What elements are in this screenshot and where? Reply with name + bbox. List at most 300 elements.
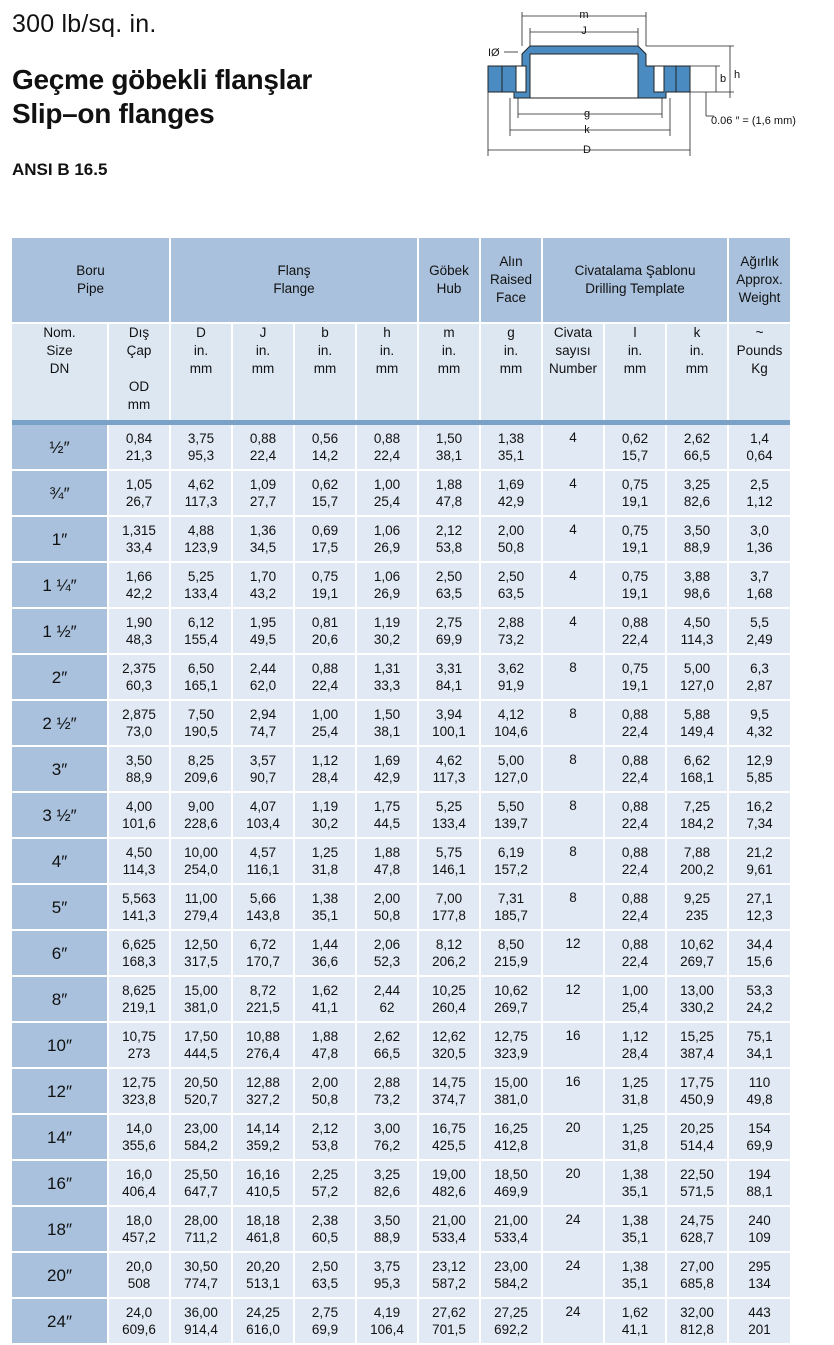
cell-m	[418, 1114, 480, 1160]
value-pounds: 5,5	[750, 615, 769, 630]
value-pounds: 16,2	[746, 799, 773, 814]
cell-h	[356, 700, 418, 746]
value-inch: 1,38	[621, 1213, 649, 1228]
value-inch: 4,50	[683, 615, 711, 630]
cell-j	[232, 425, 294, 470]
cell-bolt-count: 8	[542, 654, 604, 700]
value-inch: 4,07	[249, 799, 277, 814]
cell-od	[108, 1160, 170, 1206]
value-inch: 7,88	[683, 845, 711, 860]
value-kg: 15,6	[746, 954, 773, 969]
value-inch: 8,625	[122, 983, 156, 998]
cell-od	[108, 884, 170, 930]
cell-od	[108, 838, 170, 884]
cell-b	[294, 516, 356, 562]
value-inch: 5,88	[683, 707, 711, 722]
value-inch: 17,50	[184, 1029, 218, 1044]
value-mm: 482,6	[432, 1184, 466, 1199]
value-inch: 7,31	[497, 891, 525, 906]
value-inch: 24,0	[125, 1305, 153, 1320]
value-inch: 1,19	[311, 799, 339, 814]
cell-nominal-size: 2″	[12, 654, 108, 700]
table-row	[12, 746, 790, 792]
cell-d	[170, 654, 232, 700]
value-mm: 25,4	[621, 1000, 649, 1015]
value-inch: 1,00	[373, 477, 401, 492]
value-mm: 165,1	[184, 678, 218, 693]
table-row	[12, 1022, 790, 1068]
cell-od	[108, 746, 170, 792]
value-inch: 4,50	[125, 845, 153, 860]
table-row	[12, 608, 790, 654]
value-inch: 1,25	[621, 1075, 649, 1090]
cell-g	[480, 976, 542, 1022]
cell-h	[356, 470, 418, 516]
value-inch: 4,62	[187, 477, 215, 492]
cell-k	[666, 1068, 728, 1114]
value-mm: 33,3	[373, 678, 401, 693]
value-inch: 0,62	[621, 431, 649, 446]
value-pounds: 21,2	[746, 845, 773, 860]
value-mm: 73,2	[497, 632, 525, 647]
value-inch: 1,06	[373, 569, 401, 584]
table-row	[12, 654, 790, 700]
value-inch: 1,315	[122, 523, 156, 538]
value-mm: 381,0	[184, 1000, 218, 1015]
value-inch: 1,09	[249, 477, 277, 492]
cell-weight	[728, 1022, 790, 1068]
cell-j	[232, 562, 294, 608]
value-mm: 774,7	[184, 1276, 218, 1291]
value-inch: 3,50	[125, 753, 153, 768]
value-mm: 62,0	[249, 678, 277, 693]
cell-bolt-count: 20	[542, 1114, 604, 1160]
cell-weight	[728, 425, 790, 470]
value-mm: 133,4	[184, 586, 218, 601]
value-mm: 381,0	[494, 1092, 528, 1107]
subheader-h: h in. mm	[356, 323, 418, 420]
header-flange: Flanş Flange	[170, 238, 418, 323]
value-kg: 7,34	[746, 816, 773, 831]
value-inch: 2,50	[311, 1259, 339, 1274]
value-mm: 63,5	[497, 586, 525, 601]
value-inch: 3,31	[435, 661, 463, 676]
value-mm: 22,4	[621, 908, 649, 923]
cell-h	[356, 884, 418, 930]
value-mm: 27,7	[249, 494, 277, 509]
value-mm: 701,5	[432, 1322, 466, 1337]
value-mm: 387,4	[680, 1046, 714, 1061]
cell-g	[480, 1252, 542, 1298]
value-mm: 327,2	[246, 1092, 280, 1107]
value-inch: 6,62	[683, 753, 711, 768]
cell-weight	[728, 746, 790, 792]
cell-h	[356, 608, 418, 654]
cell-h	[356, 1252, 418, 1298]
title-english: Slip–on flanges	[12, 98, 215, 129]
value-mm: 146,1	[432, 862, 466, 877]
cell-b	[294, 884, 356, 930]
cell-m	[418, 1160, 480, 1206]
cell-b	[294, 654, 356, 700]
subheader-g: g in. mm	[480, 323, 542, 420]
cell-b	[294, 1298, 356, 1344]
cell-j	[232, 746, 294, 792]
value-mm: 88,9	[683, 540, 711, 555]
cell-g	[480, 1160, 542, 1206]
cell-od	[108, 792, 170, 838]
value-inch: 16,25	[494, 1121, 528, 1136]
value-inch: 15,25	[680, 1029, 714, 1044]
cell-j	[232, 838, 294, 884]
value-mm: 82,6	[683, 494, 711, 509]
value-pounds: 295	[748, 1259, 771, 1274]
value-inch: 2,50	[435, 569, 463, 584]
value-mm: 31,8	[311, 862, 339, 877]
value-inch: 0,75	[621, 661, 649, 676]
cell-m	[418, 1068, 480, 1114]
subheader-od: Dış Çap OD mm	[108, 323, 170, 420]
value-mm: 50,8	[497, 540, 525, 555]
cell-bolt-count: 16	[542, 1068, 604, 1114]
dim-label-m: m	[579, 9, 589, 21]
value-inch: 18,18	[246, 1213, 280, 1228]
cell-m	[418, 425, 480, 470]
value-mm: 514,4	[680, 1138, 714, 1153]
value-inch: 14,14	[246, 1121, 280, 1136]
value-pounds: 3,0	[750, 523, 769, 538]
subheader-weight: ~ Pounds Kg	[728, 323, 790, 420]
value-mm: 155,4	[184, 632, 218, 647]
value-pounds: 2,5	[750, 477, 769, 492]
cell-d	[170, 562, 232, 608]
value-inch: 2,38	[311, 1213, 339, 1228]
value-kg: 109	[748, 1230, 771, 1245]
cell-weight	[728, 654, 790, 700]
value-inch: 3,75	[187, 431, 215, 446]
value-mm: 82,6	[373, 1184, 401, 1199]
value-inch: 7,50	[187, 707, 215, 722]
value-kg: 4,32	[746, 724, 773, 739]
value-inch: 30,50	[184, 1259, 218, 1274]
standard-label: ANSI B 16.5	[12, 160, 108, 179]
value-pounds: 12,9	[746, 753, 773, 768]
value-mm: 50,8	[373, 908, 401, 923]
cell-od	[108, 608, 170, 654]
cell-weight	[728, 608, 790, 654]
cell-od	[108, 562, 170, 608]
cell-l	[604, 930, 666, 976]
value-mm: 139,7	[494, 816, 528, 831]
value-inch: 10,00	[184, 845, 218, 860]
value-mm: 38,1	[373, 724, 401, 739]
value-inch: 10,62	[680, 937, 714, 952]
cell-j	[232, 884, 294, 930]
cell-bolt-count: 24	[542, 1252, 604, 1298]
cell-d	[170, 608, 232, 654]
cell-weight	[728, 1298, 790, 1344]
value-mm: 19,1	[621, 540, 649, 555]
value-mm: 276,4	[246, 1046, 280, 1061]
group-header-row	[12, 238, 790, 323]
value-inch: 6,72	[249, 937, 277, 952]
value-inch: 10,75	[122, 1029, 156, 1044]
value-mm: 47,8	[373, 862, 401, 877]
value-mm: 35,1	[311, 908, 339, 923]
cell-bolt-count: 8	[542, 792, 604, 838]
cell-b	[294, 930, 356, 976]
value-pounds: 194	[748, 1167, 771, 1182]
value-inch: 14,75	[432, 1075, 466, 1090]
cell-k	[666, 1206, 728, 1252]
cell-l	[604, 838, 666, 884]
cell-od	[108, 516, 170, 562]
cell-l	[604, 792, 666, 838]
cell-od	[108, 976, 170, 1022]
value-mm: 53,8	[435, 540, 463, 555]
cell-m	[418, 1252, 480, 1298]
value-mm: 43,2	[249, 586, 277, 601]
value-mm: 35,1	[621, 1230, 649, 1245]
cell-h	[356, 654, 418, 700]
value-mm: 190,5	[184, 724, 218, 739]
cell-g	[480, 746, 542, 792]
value-inch: 5,75	[435, 845, 463, 860]
value-mm: 330,2	[680, 1000, 714, 1015]
cell-nominal-size: 14″	[12, 1114, 108, 1160]
cell-bolt-count: 4	[542, 470, 604, 516]
value-mm: 15,7	[311, 494, 339, 509]
value-inch: 2,12	[311, 1121, 339, 1136]
value-inch: 3,25	[373, 1167, 401, 1182]
cell-b	[294, 1022, 356, 1068]
value-mm: 22,4	[621, 816, 649, 831]
value-mm: 69,9	[311, 1322, 339, 1337]
value-inch: 6,50	[187, 661, 215, 676]
value-inch: 12,75	[122, 1075, 156, 1090]
cell-j	[232, 608, 294, 654]
value-inch: 8,50	[497, 937, 525, 952]
cell-nominal-size: 1″	[12, 516, 108, 562]
value-mm: 184,2	[680, 816, 714, 831]
value-mm: 38,1	[435, 448, 463, 463]
value-inch: 21,00	[432, 1213, 466, 1228]
value-mm: 127,0	[680, 678, 714, 693]
value-inch: 2,375	[122, 661, 156, 676]
cell-k	[666, 792, 728, 838]
cell-bolt-count: 24	[542, 1206, 604, 1252]
cell-b	[294, 425, 356, 470]
cell-weight	[728, 792, 790, 838]
value-kg: 1,36	[746, 540, 773, 555]
value-mm: 116,1	[246, 862, 280, 877]
value-inch: 21,00	[494, 1213, 528, 1228]
cell-m	[418, 930, 480, 976]
header-raised-face: Alın Raised Face	[480, 238, 542, 323]
value-mm: 35,1	[621, 1184, 649, 1199]
subheader-nom: Nom. Size DN	[12, 323, 108, 420]
value-mm: 22,4	[621, 862, 649, 877]
cell-bolt-count: 4	[542, 562, 604, 608]
cell-k	[666, 516, 728, 562]
value-mm: 206,2	[432, 954, 466, 969]
value-kg: 34,1	[746, 1046, 773, 1061]
cell-m	[418, 1206, 480, 1252]
cell-weight	[728, 1206, 790, 1252]
cell-g	[480, 792, 542, 838]
cell-d	[170, 470, 232, 516]
cell-l	[604, 1252, 666, 1298]
value-kg: 69,9	[746, 1138, 773, 1153]
table-row	[12, 425, 790, 470]
value-inch: 20,50	[184, 1075, 218, 1090]
cell-j	[232, 516, 294, 562]
cell-j	[232, 1298, 294, 1344]
value-mm: 101,6	[122, 816, 156, 831]
header-hub: Göbek Hub	[418, 238, 480, 323]
cell-g	[480, 1298, 542, 1344]
cell-g	[480, 1022, 542, 1068]
cell-h	[356, 976, 418, 1022]
value-inch: 0,56	[311, 431, 339, 446]
cell-l	[604, 1206, 666, 1252]
flange-table	[12, 238, 790, 1345]
value-mm: 19,1	[621, 494, 649, 509]
value-inch: 16,0	[125, 1167, 153, 1182]
cell-l	[604, 654, 666, 700]
value-inch: 23,00	[184, 1121, 218, 1136]
value-mm: 100,1	[432, 724, 466, 739]
value-mm: 42,2	[125, 586, 153, 601]
cell-bolt-count: 4	[542, 425, 604, 470]
cell-j	[232, 1114, 294, 1160]
value-inch: 1,19	[373, 615, 401, 630]
cell-g	[480, 1068, 542, 1114]
cell-j	[232, 654, 294, 700]
value-mm: 269,7	[494, 1000, 528, 1015]
cell-nominal-size: 18″	[12, 1206, 108, 1252]
value-mm: 114,3	[122, 862, 156, 877]
header-drilling-template: Civatalama Şablonu Drilling Template	[542, 238, 728, 323]
cell-h	[356, 838, 418, 884]
cell-od	[108, 1298, 170, 1344]
value-kg: 2,87	[746, 678, 773, 693]
value-mm: 62	[379, 1000, 395, 1015]
value-mm: 30,2	[311, 816, 339, 831]
value-mm: 254,0	[184, 862, 218, 877]
value-mm: 685,8	[680, 1276, 714, 1291]
value-inch: 6,625	[122, 937, 156, 952]
cell-l	[604, 746, 666, 792]
value-pounds: 1,4	[750, 431, 769, 446]
value-mm: 914,4	[184, 1322, 218, 1337]
value-inch: 27,00	[680, 1259, 714, 1274]
value-inch: 0,75	[311, 569, 339, 584]
cell-bolt-count: 12	[542, 930, 604, 976]
value-mm: 84,1	[435, 678, 463, 693]
value-mm: 141,3	[122, 908, 156, 923]
cell-nominal-size: 16″	[12, 1160, 108, 1206]
value-inch: 19,00	[432, 1167, 466, 1182]
value-inch: 5,50	[497, 799, 525, 814]
dim-note: 0.06 ″ = (1,6 mm)	[711, 115, 796, 127]
cell-m	[418, 470, 480, 516]
cell-b	[294, 792, 356, 838]
cell-g	[480, 470, 542, 516]
value-inch: 1,36	[249, 523, 277, 538]
value-inch: 2,12	[435, 523, 463, 538]
cell-weight	[728, 976, 790, 1022]
value-kg: 0,64	[746, 448, 773, 463]
value-mm: 711,2	[184, 1230, 218, 1245]
value-inch: 2,75	[311, 1305, 339, 1320]
cell-nominal-size: 4″	[12, 838, 108, 884]
cell-bolt-count: 8	[542, 746, 604, 792]
value-mm: 235	[685, 908, 709, 923]
cell-bolt-count: 8	[542, 700, 604, 746]
value-inch: 1,31	[373, 661, 401, 676]
cell-od	[108, 470, 170, 516]
value-inch: 1,70	[249, 569, 277, 584]
value-inch: 15,00	[184, 983, 218, 998]
cell-k	[666, 470, 728, 516]
cell-k	[666, 425, 728, 470]
cell-g	[480, 700, 542, 746]
value-mm: 73,2	[373, 1092, 401, 1107]
value-inch: 5,563	[122, 891, 156, 906]
value-mm: 19,1	[621, 678, 649, 693]
cell-h	[356, 1298, 418, 1344]
cell-m	[418, 700, 480, 746]
value-inch: 12,62	[432, 1029, 466, 1044]
value-pounds: 34,4	[746, 937, 773, 952]
value-mm: 42,9	[373, 770, 401, 785]
subheader-d: D in. mm	[170, 323, 232, 420]
value-mm: 513,1	[246, 1276, 280, 1291]
value-mm: 127,0	[494, 770, 528, 785]
cell-m	[418, 562, 480, 608]
cell-od	[108, 1206, 170, 1252]
value-mm: 47,8	[435, 494, 463, 509]
value-inch: 1,00	[621, 983, 649, 998]
cell-d	[170, 746, 232, 792]
value-inch: 1,69	[373, 753, 401, 768]
value-pounds: 110	[748, 1075, 771, 1090]
cell-h	[356, 1022, 418, 1068]
subheader-k: k in. mm	[666, 323, 728, 420]
cell-l	[604, 425, 666, 470]
cell-bolt-count: 4	[542, 516, 604, 562]
cell-weight	[728, 516, 790, 562]
value-mm: 584,2	[184, 1138, 218, 1153]
cell-h	[356, 746, 418, 792]
cell-g	[480, 1114, 542, 1160]
value-mm: 25,4	[373, 494, 401, 509]
value-inch: 0,88	[621, 707, 649, 722]
value-mm: 22,4	[621, 770, 649, 785]
value-mm: 450,9	[680, 1092, 714, 1107]
cell-od	[108, 654, 170, 700]
value-mm: 584,2	[494, 1276, 528, 1291]
cell-weight	[728, 838, 790, 884]
value-inch: 5,00	[497, 753, 525, 768]
value-mm: 22,4	[621, 954, 649, 969]
value-inch: 1,38	[497, 431, 525, 446]
value-inch: 9,25	[683, 891, 711, 906]
value-mm: 355,6	[122, 1138, 156, 1153]
value-inch: 0,69	[311, 523, 339, 538]
sub-header-row	[12, 323, 790, 420]
